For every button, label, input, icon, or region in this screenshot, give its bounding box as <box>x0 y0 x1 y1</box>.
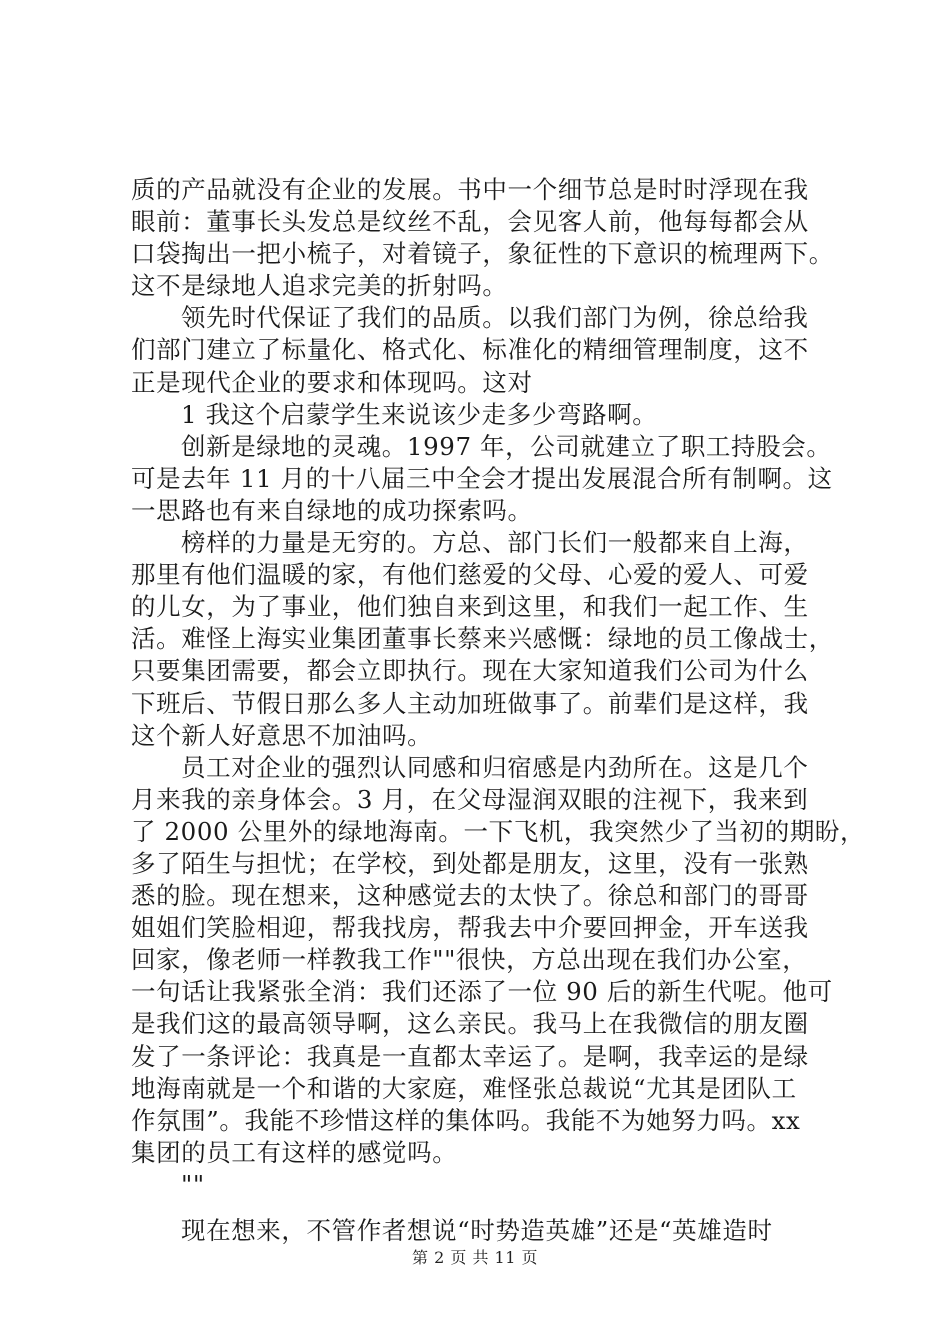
paragraph-start: 员工对企业的强烈认同感和归宿感是内劲所在。这是几个 <box>181 752 809 782</box>
text-line: 们部门建立了标量化、格式化、标准化的精细管理制度，这不 <box>131 335 809 365</box>
text-line: 眼前：董事长头发总是纹丝不乱，会见客人前，他每每都会从 <box>131 207 809 237</box>
text-line: 可是去年 11 月的十八届三中全会才提出发展混合所有制啊。这 <box>131 463 833 493</box>
text-line: 地海南就是一个和谐的大家庭，难怪张总裁说“尤其是团队工 <box>131 1073 797 1103</box>
text-line: 悉的脸。现在想来，这种感觉去的太快了。徐总和部门的哥哥 <box>131 881 809 911</box>
paragraph-start: 现在想来，不管作者想说“时势造英雄”还是“英雄造时 <box>181 1216 773 1245</box>
text-line: 一句话让我紧张全消：我们还添了一位 90 后的新生代呢。他可 <box>131 977 833 1007</box>
paragraph-start: 领先时代保证了我们的品质。以我们部门为例，徐总给我 <box>181 303 809 333</box>
text-line: 作氛围”。我能不珍惜这样的集体吗。我能不为她努力吗。xx <box>131 1105 801 1135</box>
text-line: 发了一条评论：我真是一直都太幸运了。是啊，我幸运的是绿 <box>131 1041 809 1071</box>
document-body <box>131 174 866 1247</box>
text-line: 了 2000 公里外的绿地海南。一下飞机，我突然少了当初的期盼， <box>131 816 866 846</box>
text-line: 回家，像老师一样教我工作""很快，方总出现在我们办公室， <box>131 945 808 975</box>
text-line: 月来我的亲身体会。3 月，在父母湿润双眼的注视下，我来到 <box>131 784 809 814</box>
paragraph-start: 创新是绿地的灵魂。1997 年，公司就建立了职工持股会。 <box>181 431 832 461</box>
text-line: 1 我这个启蒙学生来说该少走多少弯路啊。 <box>181 399 658 429</box>
text-line: 活。难怪上海实业集团董事长蔡来兴感慨：绿地的员工像战士， <box>131 624 834 654</box>
text-line: 的儿女，为了事业，他们独自来到这里，和我们一起工作、生 <box>131 592 809 622</box>
text-line: 正是现代企业的要求和体现吗。这对 <box>131 367 533 397</box>
text-line: 下班后、节假日那么多人主动加班做事了。前辈们是这样，我 <box>131 688 809 718</box>
paragraph-start: 榜样的力量是无穷的。方总、部门长们一般都来自上海， <box>181 528 809 558</box>
text-line: 是我们这的最高领导啊，这么亲民。我马上在我微信的朋友圈 <box>131 1009 809 1039</box>
text-line: 集团的员工有这样的感觉吗。 <box>131 1137 458 1167</box>
text-line: 这不是绿地人追求完美的折射吗。 <box>131 271 508 301</box>
text-line: 口袋掏出一把小梳子，对着镜子，象征性的下意识的梳理两下。 <box>131 239 834 269</box>
text-line: 多了陌生与担忧；在学校，到处都是朋友，这里，没有一张熟 <box>131 848 809 878</box>
page-number-footer: 第 2 页 共 11 页 <box>412 1248 538 1267</box>
text-line: 这个新人好意思不加油吗。 <box>131 720 433 750</box>
quote-marks: "" <box>181 1169 205 1199</box>
text-line: 只要集团需要，都会立即执行。现在大家知道我们公司为什么 <box>131 656 809 686</box>
text-line: 一思路也有来自绿地的成功探索吗。 <box>131 495 533 525</box>
text-line: 那里有他们温暖的家，有他们慈爱的父母、心爱的爱人、可爱 <box>131 560 809 590</box>
text-line: 姐姐们笑脸相迎，帮我找房，帮我去中介要回押金，开车送我 <box>131 913 809 943</box>
text-line: 质的产品就没有企业的发展。书中一个细节总是时时浮现在我 <box>131 175 809 204</box>
